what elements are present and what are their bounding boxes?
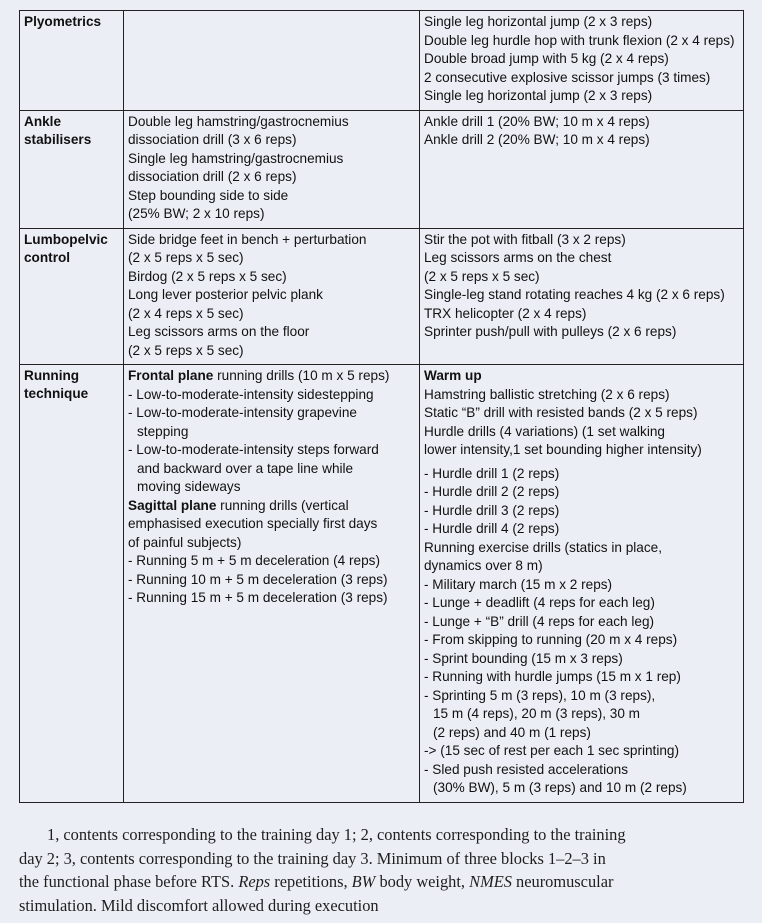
exercise-line: 15 m (4 reps), 20 m (3 reps), 30 m [433,706,640,721]
exercise-line: (2 x 5 reps x 5 sec) [128,342,244,358]
row-lumbopelvic-control [20,228,744,365]
exercise-line: - Running 10 m + 5 m deceleration (3 reps) [128,571,388,587]
exercise-line: (2 x 5 reps x 5 sec) [128,250,244,265]
exercise-line: Sprinter push/pull with pulleys (2 x 6 reps) [424,324,677,339]
exercise-line: Double broad jump with 5 kg (2 x 4 reps) [424,51,669,66]
category-plyometrics: Plyometrics [20,11,124,111]
exercise-line: Leg scissors arms on the floor [128,324,310,339]
exercise-line: dynamics over 8 m) [424,558,543,573]
plyometrics-col3 [420,11,744,111]
exercise-line: emphasised execution specially first days [128,516,378,531]
category-lumbopelvic-control: Lumbopelvic control [20,228,124,365]
exercise-line: Hamstring ballistic stretching (2 x 6 reps) [424,386,670,402]
exercise-line: Double leg hamstring/gastrocnemius [128,113,349,129]
exercise-line: - Hurdle drill 4 (2 reps) [424,521,560,536]
training-protocol-table [19,10,744,803]
row-running-technique [20,365,744,803]
exercise-line: - Sprint bounding (15 m x 3 reps) [424,650,623,666]
exercise-line: - Hurdle drill 3 (2 reps) [424,502,560,518]
exercise-line: dissociation drill (3 x 6 reps) [128,132,297,147]
lumbopelvic-col2 [124,228,420,365]
footnote-line: 1, contents corresponding to the training day 1; 2, contents corresponding to the training [47,825,626,844]
exercise-line: stepping [137,423,189,439]
footnote-line: stimulation. Mild discomfort allowed during execution [19,895,379,915]
exercise-line: of painful subjects) [128,534,242,550]
exercise-line: Ankle drill 1 (20% BW; 10 m x 4 reps) [424,113,650,129]
exercise-line: Single leg hamstring/gastrocnemius [128,150,344,166]
footnote-line: the functional phase before RTS. Reps repetitions, BW body weight, NMES neuromuscular [19,872,614,891]
exercise-line: - Low-to-moderate-intensity steps forward [128,442,379,457]
exercise-line: Single leg horizontal jump (2 x 3 reps) [424,88,653,103]
warm-up-heading: Warm up [424,368,482,383]
exercise-line: Side bridge feet in bench + perturbation [128,231,367,247]
exercise-line: - Lunge + “B” drill (4 reps for each leg) [424,613,655,629]
ankle-col2 [124,110,420,228]
lumbopelvic-col3 [420,228,744,365]
exercise-line: Single-leg stand rotating reaches 4 kg (2 x 6 reps) [424,287,725,302]
exercise-line: - Military march (15 m x 2 reps) [424,576,613,592]
row-ankle-stabilisers [20,110,744,228]
exercise-line: - Hurdle drill 1 (2 reps) [424,465,560,481]
footnote-line: day 2; 3, contents corresponding to the training day 3. Minimum of three blocks 1–2–3 in [19,848,606,868]
exercise-line: Step bounding side to side [128,187,289,203]
exercise-line: - Low-to-moderate-intensity sidestepping [128,386,374,402]
exercise-line: - Lunge + deadlift (4 reps for each leg) [424,595,655,610]
exercise-line: and backward over a tape line while [137,460,354,476]
exercise-line: (2 reps) and 40 m (1 reps) [433,724,591,740]
exercise-line: - Running 5 m + 5 m deceleration (4 reps) [128,553,380,568]
exercise-line: (25% BW; 2 x 10 reps) [128,206,265,221]
plyometrics-col2 [124,11,420,111]
exercise-line: (30% BW), 5 m (3 reps) and 10 m (2 reps) [433,780,687,795]
table-footnote [19,823,747,917]
exercise-line: Single leg horizontal jump (2 x 3 reps) [424,14,653,29]
exercise-line: (2 x 4 reps x 5 sec) [128,305,244,321]
category-ankle-stabilisers: Ankle stabilisers [20,110,124,228]
exercise-line: moving sideways [137,479,241,494]
exercise-line: - Sprinting 5 m (3 reps), 10 m (3 reps), [424,687,656,703]
sagittal-plane-heading: Sagittal plane running drills (vertical [128,497,349,513]
running-col2 [124,365,420,803]
frontal-plane-heading: Frontal plane running drills (10 m x 5 reps) [128,368,390,383]
ankle-col3 [420,110,744,228]
exercise-line: - Running with hurdle jumps (15 m x 1 rep) [424,669,681,684]
exercise-line: (2 x 5 reps x 5 sec) [424,268,540,284]
exercise-line: Running exercise drills (statics in place, [424,539,662,555]
exercise-line: - Low-to-moderate-intensity grapevine [128,405,357,420]
exercise-line: - From skipping to running (20 m x 4 reps) [424,632,678,647]
exercise-line: Birdog (2 x 5 reps x 5 sec) [128,268,287,284]
exercise-line: TRX helicopter (2 x 4 reps) [424,305,587,321]
category-running-technique: Running technique [20,365,124,803]
exercise-line: Stir the pot with fitball (3 x 2 reps) [424,231,626,247]
exercise-line: - Running 15 m + 5 m deceleration (3 reps) [128,590,388,605]
exercise-line: Long lever posterior pelvic plank [128,287,323,302]
exercise-line: Hurdle drills (4 variations) (1 set walking [424,423,665,439]
exercise-line: Leg scissors arms on the chest [424,250,612,265]
exercise-line: dissociation drill (2 x 6 reps) [128,169,297,184]
exercise-line: Ankle drill 2 (20% BW; 10 m x 4 reps) [424,132,650,147]
exercise-line: -> (15 sec of rest per each 1 sec sprinting) [424,743,680,758]
exercise-line: 2 consecutive explosive scissor jumps (3 times) [424,69,711,85]
exercise-line: lower intensity,1 set bounding higher intensity) [424,442,702,457]
exercise-line: - Hurdle drill 2 (2 reps) [424,484,560,499]
exercise-line: Double leg hurdle hop with trunk flexion (2 x 4 reps) [424,32,735,48]
row-plyometrics [20,11,744,111]
exercise-line: Static “B” drill with resisted bands (2 x 5 reps) [424,405,698,420]
exercise-line: - Sled push resisted accelerations [424,761,629,777]
running-col3 [420,365,744,803]
